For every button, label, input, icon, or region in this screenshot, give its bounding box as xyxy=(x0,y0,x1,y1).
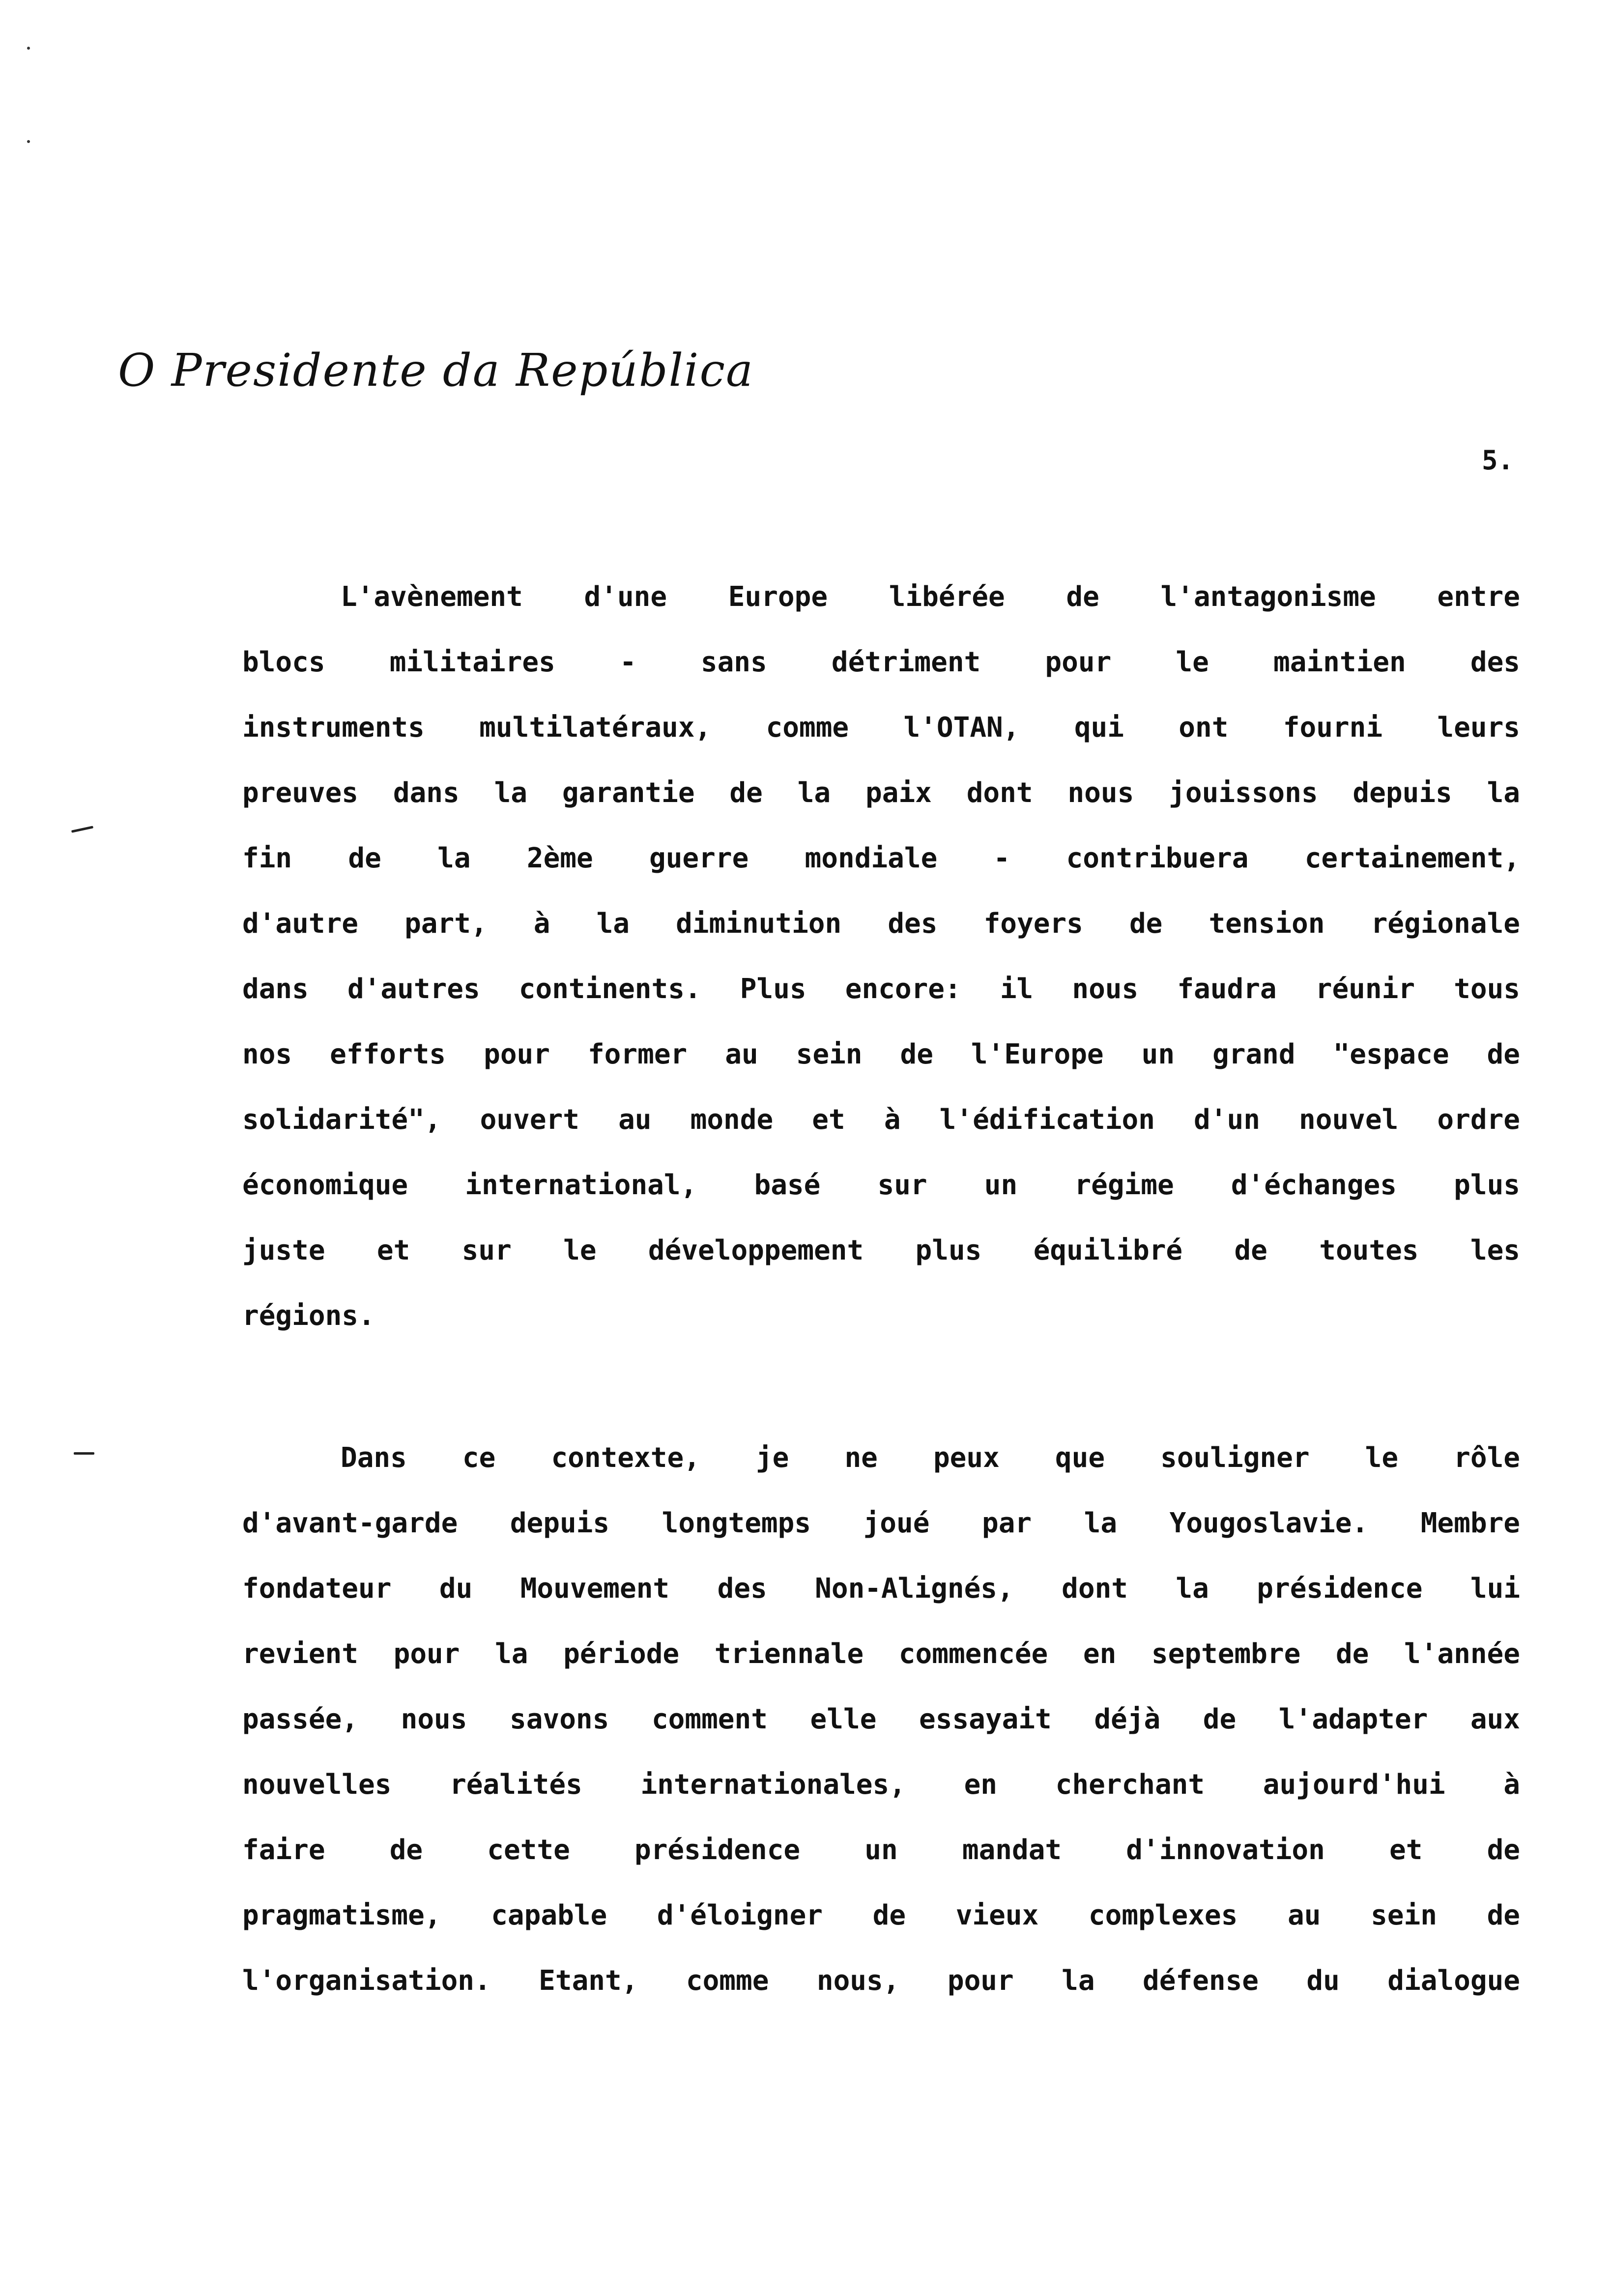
text-line: L'avènement d'une Europe libérée de l'antagonisme entre xyxy=(341,581,1520,613)
text-line: Dans ce contexte, je ne peux que souligner le rôle xyxy=(341,1442,1520,1474)
text-line: faire de cette présidence un mandat d'innovation et de xyxy=(242,1834,1520,1866)
text-line: fin de la 2ème guerre mondiale - contribuera certainement, xyxy=(242,842,1520,874)
text-line: preuves dans la garantie de la paix dont nous jouissons depuis la xyxy=(242,777,1520,809)
paragraph-1 xyxy=(242,564,1520,1349)
margin-mark xyxy=(74,1452,94,1455)
paragraph-2 xyxy=(242,1425,1520,2013)
text-line: d'avant-garde depuis longtemps joué par la Yougoslavie. Membre xyxy=(242,1507,1520,1539)
text-line: nouvelles réalités internationales, en cherchant aujourd'hui à xyxy=(242,1769,1520,1801)
margin-mark xyxy=(71,826,93,832)
text-line: nos efforts pour former au sein de l'Europe un grand "espace de xyxy=(242,1038,1520,1070)
letterhead: O Presidente da República xyxy=(118,344,754,397)
text-line: d'autre part, à la diminution des foyers de tension régionale xyxy=(242,908,1520,940)
text-line: blocs militaires - sans détriment pour le maintien des xyxy=(242,646,1520,678)
text-line: juste et sur le développement plus équilibré de toutes les xyxy=(242,1234,1520,1266)
text-line: économique international, basé sur un régime d'échanges plus xyxy=(242,1169,1520,1201)
scan-speck xyxy=(27,47,30,50)
text-line: solidarité", ouvert au monde et à l'édification d'un nouvel ordre xyxy=(242,1104,1520,1136)
text-line: revient pour la période triennale commencée en septembre de l'année xyxy=(242,1638,1520,1670)
text-line: fondateur du Mouvement des Non-Alignés, dont la présidence lui xyxy=(242,1573,1520,1605)
scan-speck xyxy=(27,140,30,143)
text-line: dans d'autres continents. Plus encore: il nous faudra réunir tous xyxy=(242,973,1520,1005)
page-number: 5. xyxy=(1481,445,1514,476)
text-line: pragmatisme, capable d'éloigner de vieux complexes au sein de xyxy=(242,1899,1520,1931)
text-line: instruments multilatéraux, comme l'OTAN, qui ont fourni leurs xyxy=(242,712,1520,744)
text-line: passée, nous savons comment elle essayait déjà de l'adapter aux xyxy=(242,1703,1520,1735)
text-line: régions. xyxy=(242,1300,375,1332)
text-line: l'organisation. Etant, comme nous, pour la défense du dialogue xyxy=(242,1965,1520,1997)
